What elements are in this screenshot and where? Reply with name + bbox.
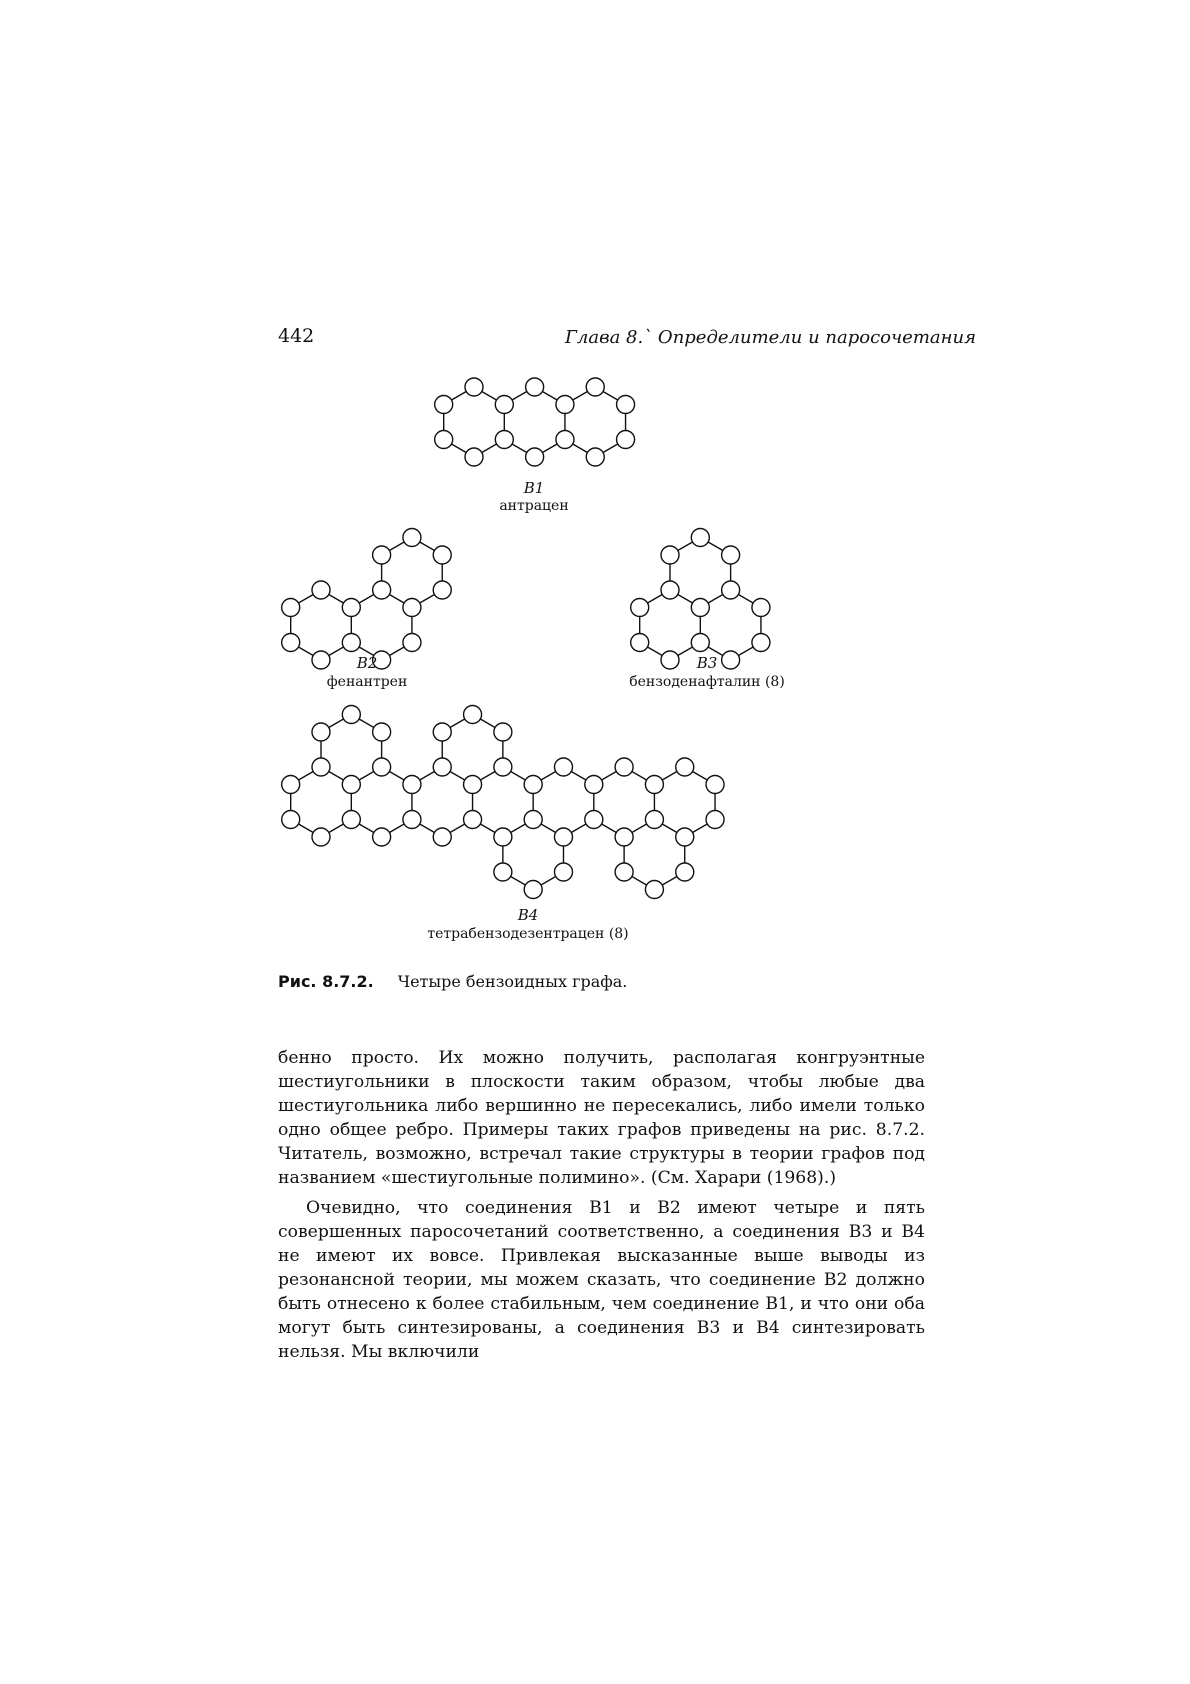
b4-vertex <box>433 723 451 741</box>
b1-vertex <box>617 431 635 449</box>
b1-vertex <box>586 448 604 466</box>
b1-vertex <box>435 431 453 449</box>
b4-vertex <box>645 881 663 899</box>
b4-vertex <box>706 776 724 794</box>
b2-vertex <box>403 529 421 547</box>
b4-vertex <box>403 811 421 829</box>
b3-vertex <box>722 651 740 669</box>
b2-vertex <box>433 546 451 564</box>
b4-vertex <box>524 776 542 794</box>
paragraph-text: бенно просто. Их можно получить, располагая конгруэнтные шестиугольники в плоскости таким образом, чтобы любые два шестиугольника либо вершинно не пересекались, либо имели только одно общее ребро. Примеры таких графов приведены на рис. 8.7.2. Читатель, возможно, встречал такие структуры в теории графов под названием «шестиугольные полимино». (См. Харари (1968).) <box>278 1048 925 1188</box>
b4-vertex <box>312 758 330 776</box>
b3-vertex <box>661 546 679 564</box>
b4-vertex <box>464 706 482 724</box>
b3-symbol: B3 <box>696 654 718 672</box>
b2-vertex <box>312 651 330 669</box>
b4-vertex <box>554 828 572 846</box>
b4-vertex <box>373 723 391 741</box>
b3-vertex <box>752 634 770 652</box>
b2-vertex <box>282 599 300 617</box>
b4-vertex <box>373 758 391 776</box>
b4-vertex <box>645 811 663 829</box>
b4-vertex <box>524 881 542 899</box>
b4-vertex <box>676 828 694 846</box>
b4-vertex <box>342 776 360 794</box>
b1-vertex <box>465 378 483 396</box>
b1-vertex <box>495 396 513 414</box>
b4-vertex <box>676 863 694 881</box>
b1-vertex <box>495 431 513 449</box>
b2-vertex <box>342 599 360 617</box>
paragraph-text: Очевидно, что соединения B1 и B2 имеют четыре и пять совершенных паросочетаний соответственно, а соединения B3 и B4 не имеют их вовсе. Привлекая высказанные выше выводы из резонансной теории, мы можем сказать, что соединение B2 должно быть отнесено к более стабильным, чем соединение B1, и что они оба могут быть синтезированы, а соединения B3 и B4 синтезировать нельзя. Мы включили <box>278 1198 925 1362</box>
b4-vertex <box>585 776 603 794</box>
b4-vertex <box>342 706 360 724</box>
b4-vertex <box>615 758 633 776</box>
b2-vertex <box>342 634 360 652</box>
b1-name: антрацен <box>499 498 569 514</box>
figure-number: Рис. 8.7.2. <box>278 972 374 991</box>
b4-vertex <box>585 811 603 829</box>
b4-vertex <box>494 863 512 881</box>
b4-vertex <box>342 811 360 829</box>
b1-vertex <box>586 378 604 396</box>
b1-vertex <box>435 396 453 414</box>
b1-vertex <box>556 431 574 449</box>
b3-vertex <box>631 599 649 617</box>
b4-vertex <box>615 828 633 846</box>
b2-vertex <box>282 634 300 652</box>
b2-vertex <box>403 599 421 617</box>
b4-vertex <box>312 723 330 741</box>
b3-vertex <box>691 599 709 617</box>
b4-vertex <box>494 723 512 741</box>
b4-vertex <box>282 811 300 829</box>
b2-symbol: B2 <box>356 654 378 672</box>
b3-vertex <box>752 599 770 617</box>
b3-vertex <box>661 651 679 669</box>
b4-name: тетрабензодезентрацен (8) <box>427 926 629 942</box>
b4-vertex <box>554 863 572 881</box>
b4-vertex <box>645 776 663 794</box>
running-header: Глава 8.` Определители и паросочетания <box>565 327 977 348</box>
b4-vertex <box>373 828 391 846</box>
b3-vertex <box>722 546 740 564</box>
b2-vertex <box>433 581 451 599</box>
b4-vertex <box>312 828 330 846</box>
b3-name: бензоденафталин (8) <box>629 674 785 690</box>
b4-vertex <box>524 811 542 829</box>
b1-vertex <box>617 396 635 414</box>
page-number: 442 <box>278 325 315 347</box>
b4-vertex <box>433 828 451 846</box>
b1-vertex <box>526 378 544 396</box>
b4-vertex <box>615 863 633 881</box>
body-paragraph-2 <box>278 1196 925 1364</box>
b3-vertex <box>691 529 709 547</box>
b3-vertex <box>722 581 740 599</box>
b4-vertex <box>433 758 451 776</box>
b2-vertex <box>373 546 391 564</box>
b4-vertex <box>494 758 512 776</box>
b4-vertex <box>464 811 482 829</box>
b2-vertex <box>403 634 421 652</box>
b2-vertex <box>373 581 391 599</box>
b4-vertex <box>554 758 572 776</box>
figure-caption <box>278 972 627 991</box>
b4-vertex <box>706 811 724 829</box>
body-paragraph-1 <box>278 1046 925 1190</box>
b4-vertex <box>282 776 300 794</box>
b3-vertex <box>661 581 679 599</box>
b4-vertex <box>403 776 421 794</box>
b4-vertex <box>464 776 482 794</box>
b4-symbol: B4 <box>517 906 539 924</box>
b2-vertex <box>312 581 330 599</box>
b3-vertex <box>631 634 649 652</box>
graph-vertices <box>282 378 770 899</box>
b2-name: фенантрен <box>326 674 408 690</box>
figure-caption-text: Четыре бензоидных графа. <box>397 972 628 991</box>
b4-vertex <box>676 758 694 776</box>
b4-vertex <box>494 828 512 846</box>
b1-symbol: B1 <box>523 479 545 497</box>
b1-vertex <box>526 448 544 466</box>
b1-vertex <box>556 396 574 414</box>
b3-vertex <box>691 634 709 652</box>
b1-vertex <box>465 448 483 466</box>
